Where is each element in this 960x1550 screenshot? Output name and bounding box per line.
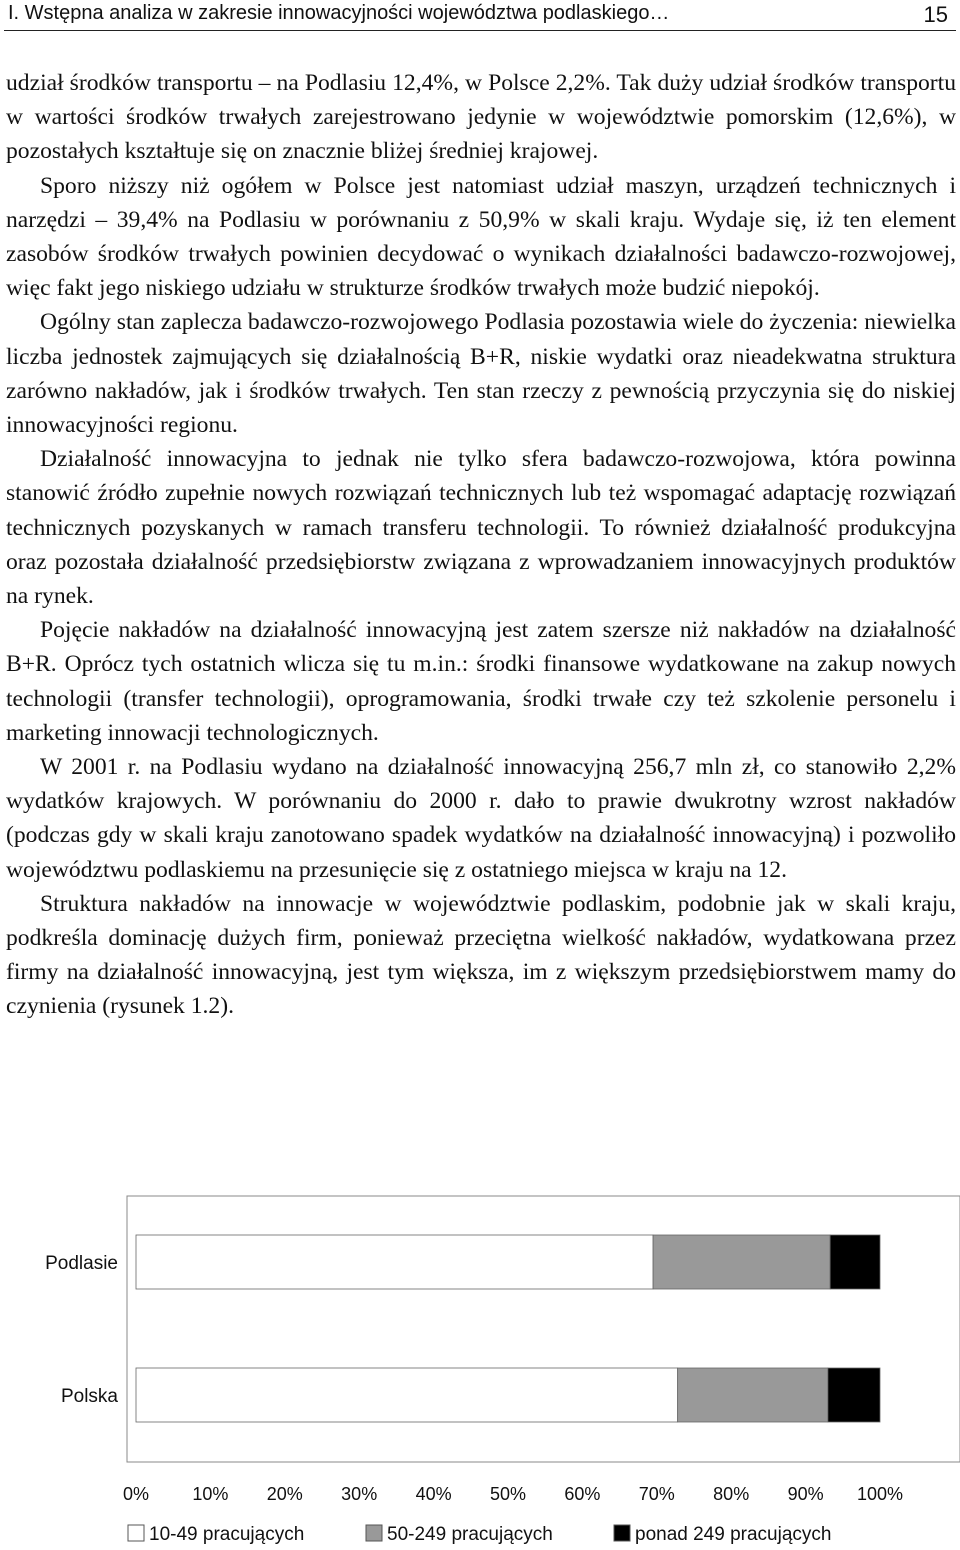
paragraph: Struktura nakładów na innowacje w województwie podlaskim, podobnie jak w skali kraju, podkreśla dominację dużych firm, ponieważ przeciętna wielkość nakładów, wydatkowana przez firmy na działalność innowacyjną, jest tym większa, im z większym przedsiębiorstwem mamy do czynienia (rysunek 1.2). <box>6 890 956 1020</box>
page-number: 15 <box>923 2 948 27</box>
x-tick-label: 100% <box>856 1484 904 1504</box>
legend-label: 50-249 pracujących <box>387 1524 553 1545</box>
legend-swatch <box>366 1525 382 1541</box>
legend-swatch <box>128 1525 144 1541</box>
x-tick-label: 50% <box>489 1484 527 1504</box>
stacked-bar-chart <box>0 1180 960 1550</box>
x-tick-label: 60% <box>564 1484 601 1504</box>
x-tick-label: 20% <box>266 1484 303 1504</box>
x-tick-label: 40% <box>415 1484 452 1504</box>
legend-label: ponad 249 pracujących <box>635 1524 832 1545</box>
legend-swatch <box>614 1525 630 1541</box>
paragraph: W 2001 r. na Podlasiu wydano na działalność innowacyjną 256,7 mln zł, co stanowiło 2,2% wydatków krajowych. W porównaniu do 2000 r. dało to prawie dwukrotny wzrost nakładów (podczas gdy w skali kraju zanotowano spadek wydatków na działalność innowacyjną) i pozwoliło województwu podlaskiemu na przesunięcie się z ostatniego miejsca w kraju na 12. <box>6 754 956 883</box>
header-title: I. Wstępna analiza w zakresie innowacyjności województwa podlaskiego… <box>8 2 670 24</box>
category-label: Polska <box>60 1386 118 1407</box>
running-header <box>4 0 956 31</box>
paragraph: udział środków transportu – na Podlasiu 12,4%, w Polsce 2,2%. Tak duży udział środków transportu w wartości środków trwałych zarejestrowano jedynie w województwie pomorskim (12,6%), w pozostałych kształtuje się on znacznie bliżej średniej krajowej. <box>6 70 956 165</box>
bar-segment <box>136 1235 653 1289</box>
x-tick-label: 70% <box>638 1484 675 1504</box>
x-tick-label: 80% <box>713 1484 750 1504</box>
body-text <box>6 66 956 1024</box>
figure-chart <box>0 1180 960 1550</box>
category-label: Podlasie <box>45 1253 118 1274</box>
bar-segment <box>653 1235 830 1289</box>
paragraph: Działalność innowacyjna to jednak nie tylko sfera badawczo-rozwojowa, która powinna stanowić źródło zupełnie nowych rozwiązań technicznych lub też wspomagać adaptację rozwiązań technicznych pozyskanych w ramach transferu technologii. To również działalność produkcyjna oraz pozostała działalność przedsiębiorstw związana z wprowadzaniem innowacyjnych produktów na rynek. <box>6 446 956 610</box>
x-tick-label: 30% <box>341 1484 378 1504</box>
bar-segment <box>828 1368 880 1422</box>
x-tick-label: 10% <box>192 1484 229 1504</box>
paragraph: Ogólny stan zaplecza badawczo-rozwojowego Podlasia pozostawia wiele do życzenia: niewielka liczba jednostek zajmujących się działalnością B+R, niskie wydatki oraz nieadekwatna struktura zarówno nakładów, jak i środków trwałych. Ten stan rzeczy z pewnością przyczynia się do niskiej innowacyjności regionu. <box>6 309 956 439</box>
paragraph: Pojęcie nakładów na działalność innowacyjną jest zatem szersze niż nakładów na działalność B+R. Oprócz tych ostatnich wlicza się tu m.in.: środki finansowe wydatkowane na zakup nowych technologii (transfer technologii), oprogramowania, środki trwałe czy też szkolenie personelu i marketing innowacji technologicznych. <box>6 617 956 746</box>
bar-segment <box>136 1368 678 1422</box>
x-tick-label: 90% <box>787 1484 824 1504</box>
paragraph: Sporo niższy niż ogółem w Polsce jest natomiast udział maszyn, urządzeń technicznych i narzędzi – 39,4% na Podlasiu w porównaniu z 50,9% w skali kraju. Wydaje się, iż ten element zasobów środków trwałych powinien decydować o wynikach działalności badawczo-rozwojowej, więc fakt jego niskiego udziału w strukturze środków trwałych może budzić niepokój. <box>6 172 956 302</box>
bar-segment <box>678 1368 828 1422</box>
bar-segment <box>830 1235 880 1289</box>
x-tick-label: 0% <box>122 1484 150 1504</box>
legend-label: 10-49 pracujących <box>149 1524 305 1545</box>
